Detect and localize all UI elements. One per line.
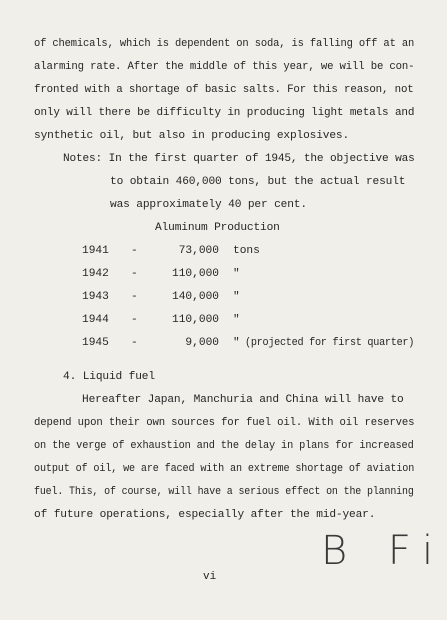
dash-cell: - bbox=[131, 337, 138, 349]
amount-cell: 73,000 bbox=[178, 245, 219, 257]
notes-line: to obtain 460,000 tons, but the actual result bbox=[110, 176, 406, 188]
notes-line: Notes: In the first quarter of 1945, the objective was bbox=[63, 153, 415, 165]
unit-cell: " bbox=[233, 337, 240, 349]
notes-line: was approximately 40 per cent. bbox=[110, 199, 307, 211]
body-line: Hereafter Japan, Manchuria and China will have to bbox=[82, 394, 404, 406]
unit-cell: " bbox=[233, 314, 240, 326]
year-cell: 1943 bbox=[82, 291, 109, 303]
dash-cell: - bbox=[131, 291, 138, 303]
body-line: of future operations, especially after the mid-year. bbox=[34, 509, 376, 521]
unit-cell: " bbox=[233, 268, 240, 280]
body-line: of chemicals, which is dependent on soda, is falling off at an bbox=[34, 38, 415, 50]
dash-cell: - bbox=[131, 268, 138, 280]
amount-cell: 140,000 bbox=[172, 291, 219, 303]
amount-cell: 110,000 bbox=[172, 268, 219, 280]
body-line: on the verge of exhaustion and the delay in plans for increased bbox=[34, 440, 414, 452]
year-cell: 1941 bbox=[82, 245, 109, 257]
body-line: synthetic oil, but also in producing explosives. bbox=[34, 130, 350, 142]
unit-cell: tons bbox=[233, 245, 260, 257]
body-line: only will there be difficulty in producing light metals and bbox=[34, 107, 415, 119]
page-number: vi bbox=[203, 571, 217, 583]
dash-cell: - bbox=[131, 245, 138, 257]
body-line: fronted with a shortage of basic salts. For this reason, not bbox=[34, 84, 414, 96]
body-line: alarming rate. After the middle of this year, we will be con- bbox=[34, 61, 415, 73]
section-heading: 4. Liquid fuel bbox=[63, 371, 155, 383]
dash-cell: - bbox=[131, 314, 138, 326]
table-title: Aluminum Production bbox=[155, 222, 280, 234]
year-cell: 1945 bbox=[82, 337, 109, 349]
unit-cell: " bbox=[233, 291, 240, 303]
amount-cell: 9,000 bbox=[185, 337, 219, 349]
year-cell: 1944 bbox=[82, 314, 109, 326]
body-line: fuel. This, of course, will have a serious effect on the planning bbox=[34, 486, 414, 498]
note-cell: (projected for first quarter) bbox=[245, 337, 415, 349]
body-line: depend upon their own sources for fuel oil. With oil reserves bbox=[34, 417, 415, 429]
year-cell: 1942 bbox=[82, 268, 109, 280]
body-line: output of oil, we are faced with an extreme shortage of aviation bbox=[34, 463, 415, 475]
archive-stamp: B Fi bbox=[321, 528, 447, 574]
amount-cell: 110,000 bbox=[172, 314, 219, 326]
